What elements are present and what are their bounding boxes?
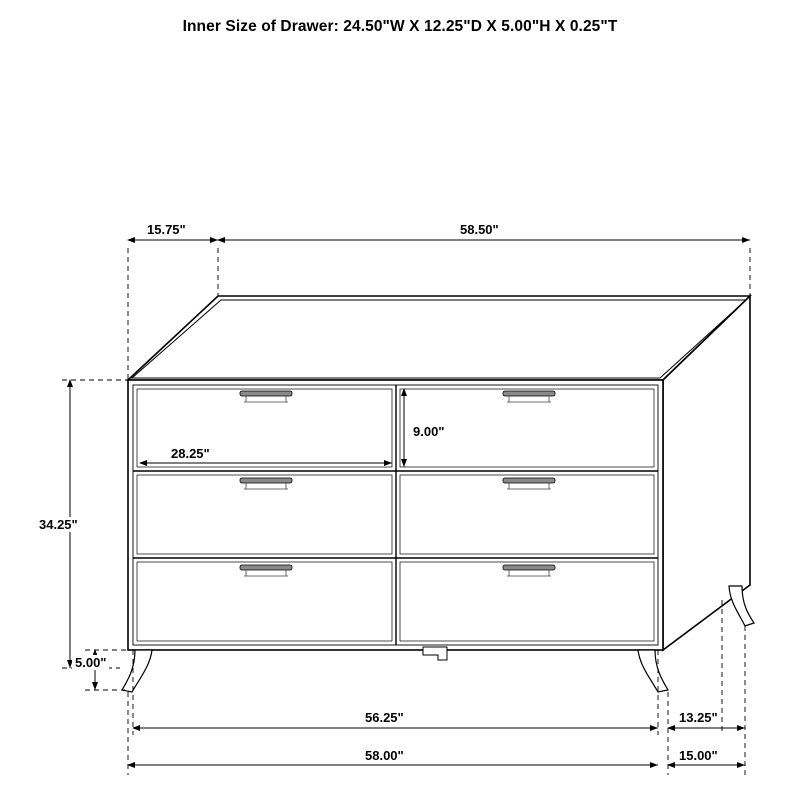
dim-case-width-bottom: 56.25" [362,710,407,725]
dresser-body [128,296,750,650]
dim-drawer-height: 9.00" [410,424,447,439]
dim-side-depth-outer: 15.00" [676,748,721,763]
dim-depth-top-left: 15.75" [144,222,189,237]
page-title: Inner Size of Drawer: 24.50"W X 12.25"D X 5.00"H X 0.25"T [182,18,618,35]
dim-overall-width-bottom: 58.00" [362,748,407,763]
dim-overall-height: 34.25" [36,517,81,532]
dim-leg-height: 5.00" [72,655,109,670]
dim-side-depth-inner: 13.25" [676,710,721,725]
dim-drawer-width: 28.25" [168,446,213,461]
dim-width-top: 58.50" [457,222,502,237]
